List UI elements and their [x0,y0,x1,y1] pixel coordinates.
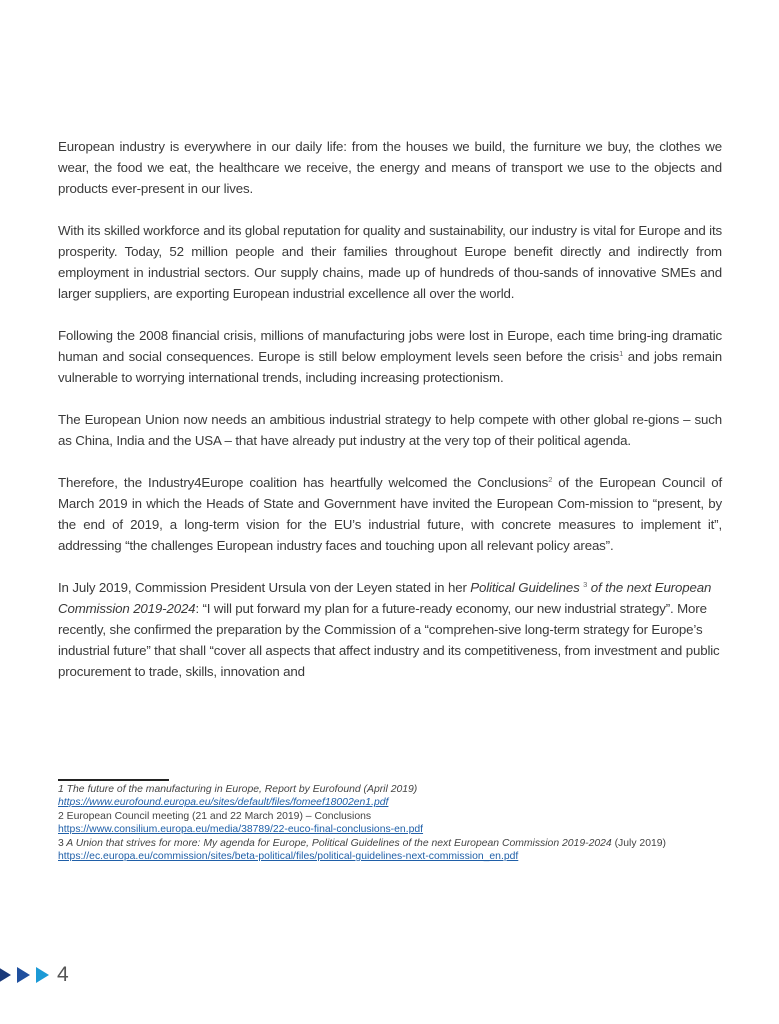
paragraph-coalition-conclusions [58,472,722,556]
footnote-text: (July 2019) [611,837,666,849]
footnote-ref-3[interactable]: 3 [583,580,588,589]
footnote-divider [58,779,169,781]
arrow-right-icon [0,967,11,983]
text-italic: Political Guidelines [470,580,584,595]
footnote-ref-1[interactable]: 1 [619,349,624,358]
footnote-3 [58,837,738,850]
footnote-number: 2 [58,810,64,822]
body-text [58,136,722,682]
page-number: 4 [57,963,69,986]
footnote-2 [58,810,738,823]
text: : “I will put forward my plan for a future-ready economy, our new industrial strategy”. More recently, she confirmed the preparation by the Commission of a “comprehen-sive long-term strategy for Europe’s industrial future” that shall “cover all aspects that affect industry and its competitiveness, from investment and public procurement to trade, skills, innovation and [58,601,720,679]
text: In July 2019, Commission President Ursula von der Leyen stated in her [58,580,471,595]
footnote-1 [58,783,738,796]
text: and jobs remain vulnerable to worrying international trends, including increasing protectionism. [58,349,723,385]
paragraph-industrial-strategy: The European Union now needs an ambitious industrial strategy to help compete with other global re-gions – such as China, India and the USA – that have already put industry at the very top of their political agenda. [58,412,722,448]
footnote-number: 1 [58,784,64,795]
footnote-text: The future of the manufacturing in Europe, Report by Eurofound (April 2019) [63,784,418,795]
footnote-text: European Council meeting (21 and 22 March 2019) – Conclusions [63,810,372,822]
footnote-3-link[interactable]: https://ec.europa.eu/commission/sites/beta-political/files/political-guidelines-next-commission_en.pdf [58,851,519,863]
arrow-right-icon [17,967,30,983]
footnote-number: 3 [58,837,64,849]
paragraph-von-der-leyen [58,577,722,682]
page-footer [0,963,69,987]
text-italic: of the next European Commission 2019-2024 [58,580,712,616]
footnote-ref-2[interactable]: 2 [548,475,553,484]
paragraph-skilled-workforce: With its skilled workforce and its global reputation for quality and sustainability, our industry is vital for Europe and its prosperity. Today, 52 million people and their families throughout Europe benefit directly and indirectly from employment in industrial sectors. Our supply chains, made up of hundreds of thou-sands of innovative SMEs and larger suppliers, are exporting European industrial excellence all over the world. [58,223,722,301]
text: Therefore, the Industry4Europe coalition has heartfully welcomed the Conclusions [58,475,549,490]
footnote-2-link[interactable]: https://www.consilium.europa.eu/media/38789/22-euco-final-conclusions-en.pdf [58,824,424,836]
footnote-1-link[interactable]: https://www.eurofound.europa.eu/sites/default/files/fomeef18002en1.pdf [58,797,389,809]
footnote-text-italic: A Union that strives for more: My agenda for Europe, Political Guidelines of the next European Commission 2019-2024 [63,837,612,849]
text: of the European Council of March 2019 in which the Heads of State and Government have invited the European Com-mission to “present, by the end of 2019, a long-term vision for the EU’s industrial future, with concrete measures to implement it”, addressing “the challenges European industry faces and touching upon all relevant policy areas”. [58,475,722,553]
text: Following the 2008 financial crisis, millions of manufacturing jobs were lost in Europe, each time bring-ing dramatic human and social consequences. Europe is still below employment levels seen before the crisis [58,328,722,364]
paragraph-industry-daily-life: European industry is everywhere in our daily life: from the houses we build, the furniture we buy, the clothes we wear, the food we eat, the healthcare we receive, the energy and means of transport we use to the objects and products ever-present in our lives. [58,139,722,196]
footnotes [58,783,738,863]
arrow-right-icon [36,967,49,983]
paragraph-financial-crisis [58,325,722,388]
